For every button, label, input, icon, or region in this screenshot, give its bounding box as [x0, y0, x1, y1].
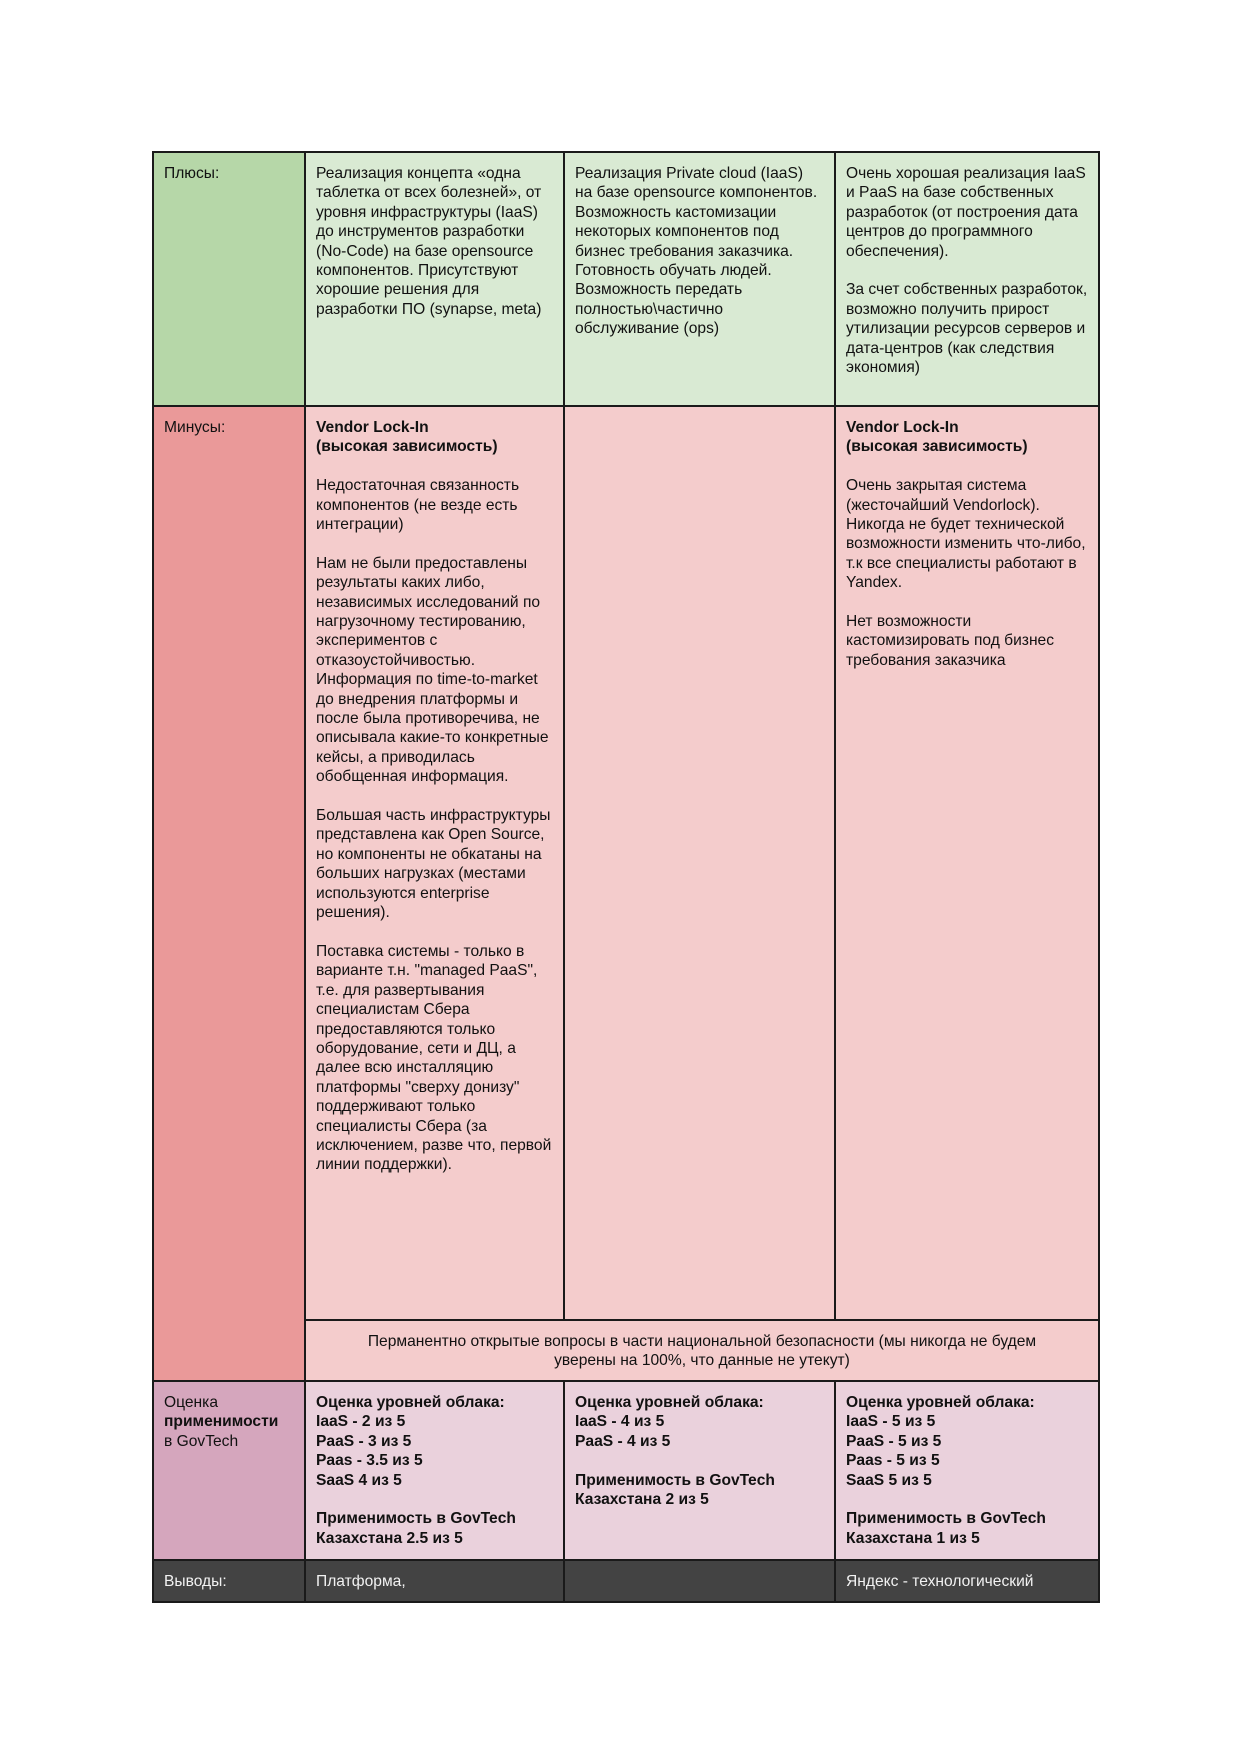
cons-sber-p4: Поставка системы - только в варианте т.н. "managed PaaS", т.е. для развертывания специалистам Сбера предоставляются только оборудование, сети и ДЦ, а далее всю инсталляцию платформы "сверху донизу" поддерживают только специалисты Сбера (за исключением, разве что, первой линии поддержки). — [316, 942, 552, 1174]
rating-yandex-cell — [835, 1381, 1099, 1560]
rating-line — [575, 1451, 824, 1470]
rating-line: Оценка уровней облака: — [575, 1394, 764, 1411]
cons-yandex-title-1: Vendor Lock-In — [846, 419, 959, 436]
comparison-table — [152, 151, 1100, 1603]
rating-line — [316, 1490, 553, 1509]
rating-line: Казахстана 2 из 5 — [575, 1491, 709, 1509]
conclusions-yandex-cell: Яндекс - технологический — [835, 1560, 1099, 1602]
rating-line: Применимость в GovTech — [846, 1510, 1046, 1528]
cons-sber-title-1: Vendor Lock-In — [316, 419, 429, 436]
rating-line: IaaS - 5 из 5 — [846, 1413, 936, 1431]
rating-label-2: применимости — [164, 1413, 279, 1431]
cons-yandex-p1: Очень закрытая система (жесточайший Vendorlock). Никогда не будет технической возможности изменить что-либо, т.к все специалисты работают в Yandex. — [846, 477, 1086, 592]
rating-line: PaaS - 3 из 5 — [316, 1432, 412, 1450]
rating-line: Применимость в GovTech — [575, 1471, 775, 1489]
conclusions-label: Выводы: — [153, 1560, 305, 1602]
rating-line: Оценка уровней облака: — [316, 1394, 505, 1411]
cons-yandex-cell — [835, 406, 1099, 1320]
rating-line: Казахстана 2.5 из 5 — [316, 1529, 463, 1547]
rating-label-1: Оценка — [164, 1394, 219, 1411]
cons-row — [153, 406, 1099, 1320]
rating-line: IaaS - 4 из 5 — [575, 1413, 665, 1431]
rating-line: SaaS 5 из 5 — [846, 1471, 932, 1489]
cons-sber-p2: Нам не были предоставлены результаты каких либо, независимых исследований по нагрузочному тестированию, экспериментов с отказоустойчивостью. Информация по time-to-market до внедрения платформы и после была противоречива, не описывала какие-то конкретные кейсы, а приводилась обобщенная информация. — [316, 554, 549, 786]
cons-sber-cell — [305, 406, 564, 1320]
rating-label — [153, 1381, 305, 1560]
cons-sber-title-2: (высокая зависимость) — [316, 438, 498, 456]
cons-yandex-p2: Нет возможности кастомизировать под бизнес требования заказчика — [846, 613, 1055, 669]
pros-yandex-cell — [835, 152, 1099, 406]
rating-line: IaaS - 2 из 5 — [316, 1413, 406, 1431]
conclusions-sber-cell: Платформа, — [305, 1560, 564, 1602]
conclusions-row — [153, 1560, 1099, 1602]
cons-private-cloud-cell — [564, 406, 835, 1320]
cons-sber-p3: Большая часть инфраструктуры представлена как Open Source, но компоненты не обкатаны на больших нагрузках (местами используются enterprise решения). — [316, 807, 551, 922]
conclusions-private-cloud-cell — [564, 1560, 835, 1602]
pros-yandex-p1: Очень хорошая реализация IaaS и PaaS на базе собственных разработок (от построения дата центров до программного обеспечения). — [846, 165, 1086, 260]
rating-line: PaaS - 5 из 5 — [846, 1432, 942, 1450]
rating-label-3: в GovTech — [164, 1432, 239, 1450]
rating-line: Оценка уровней облака: — [846, 1394, 1035, 1411]
cons-label: Минусы: — [153, 406, 305, 1381]
rating-private-cloud-cell — [564, 1381, 835, 1560]
rating-line — [846, 1490, 1088, 1509]
cons-shared-cell: Перманентно открытые вопросы в части национальной безопасности (мы никогда не будем уверены на 100%, что данные не утекут) — [305, 1320, 1099, 1381]
pros-row — [153, 152, 1099, 406]
rating-line: Paas - 5 из 5 — [846, 1452, 940, 1470]
rating-line: SaaS 4 из 5 — [316, 1471, 402, 1489]
rating-sber-cell — [305, 1381, 564, 1560]
rating-row — [153, 1381, 1099, 1560]
rating-line: PaaS - 4 из 5 — [575, 1432, 671, 1450]
pros-label: Плюсы: — [153, 152, 305, 406]
rating-line: Казахстана 1 из 5 — [846, 1529, 980, 1547]
cons-yandex-title-2: (высокая зависимость) — [846, 438, 1028, 456]
pros-sber-cell: Реализация концепта «одна таблетка от всех болезней», от уровня инфраструктуры (IaaS) до инструментов разработки (No-Code) на базе opensource компонентов. Присутствуют хорошие решения для разработки ПО (synapse, meta) — [305, 152, 564, 406]
rating-line: Применимость в GovTech — [316, 1510, 516, 1528]
rating-line: Paas - 3.5 из 5 — [316, 1452, 423, 1470]
pros-yandex-p2: За счет собственных разработок, возможно получить прирост утилизации ресурсов серверов и дата-центров (как следствия экономия) — [846, 281, 1088, 377]
cons-sber-p1: Недостаточная связанность компонентов (не везде есть интеграции) — [316, 477, 520, 534]
pros-private-cloud-cell: Реализация Private cloud (IaaS) на базе opensource компонентов. Возможность кастомизации некоторых компонентов под бизнес требования заказчика. Готовность обучать людей. Возможность передать полностью\частично обслуживание (ops) — [564, 152, 835, 406]
